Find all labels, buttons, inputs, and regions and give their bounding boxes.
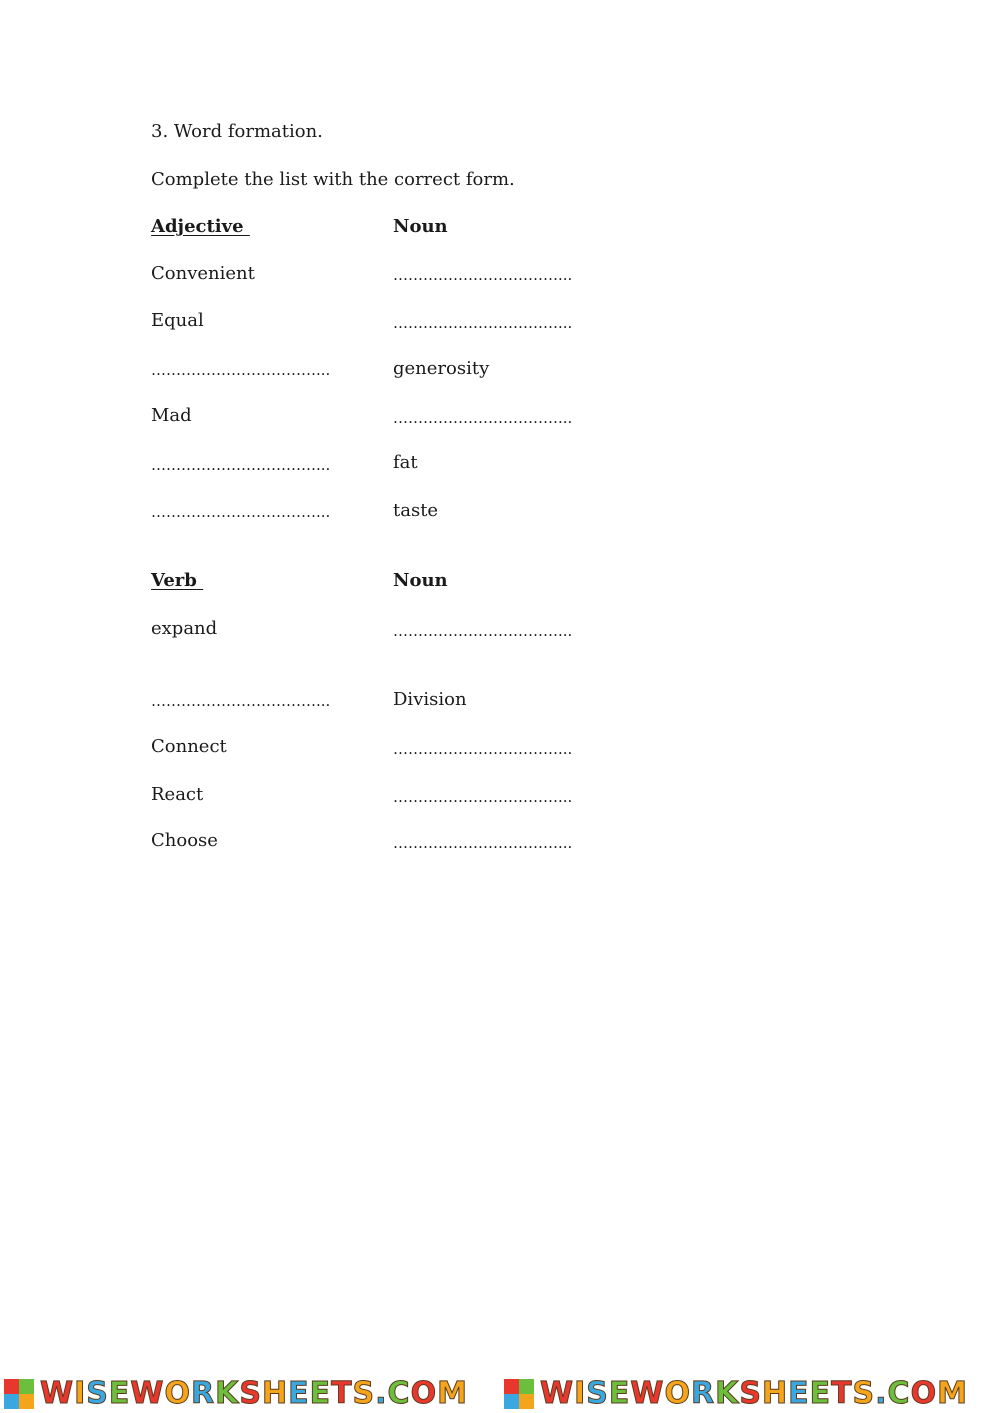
adjective-section-header <box>151 216 448 237</box>
header-adjective: Adjective <box>151 216 244 237</box>
watermark-2 <box>504 1374 968 1413</box>
watermark-text-1: WISEWORKSHEETS.COM <box>40 1376 468 1411</box>
adjective-row-2-left: Equal <box>151 310 204 331</box>
verb-section-header <box>151 570 448 591</box>
verb-row-1-left: expand <box>151 618 218 639</box>
adjective-row-6-right: taste <box>393 500 439 521</box>
header-noun-2: Noun <box>393 570 448 591</box>
adjective-row-5-right: fat <box>393 452 418 473</box>
exercise-instruction: Complete the list with the correct form. <box>151 169 515 190</box>
watermark-text-2: WISEWORKSHEETS.COM <box>540 1376 968 1411</box>
verb-row-2-right: Division <box>393 689 467 710</box>
watermark-footer <box>0 1374 1000 1413</box>
adjective-row-4-blank[interactable]: ……………………………... <box>393 409 573 427</box>
wiseworksheets-logo-icon <box>4 1379 34 1409</box>
adjective-row-1-blank[interactable]: ……………………………... <box>393 266 573 284</box>
header-noun: Noun <box>393 216 448 237</box>
verb-row-2-blank[interactable]: ……………………………... <box>151 692 331 710</box>
verb-row-1-blank[interactable]: ……………………………... <box>393 622 573 640</box>
adjective-row-2-blank[interactable]: ……………………………... <box>393 314 573 332</box>
adjective-row-1-left: Convenient <box>151 263 255 284</box>
wiseworksheets-logo-icon-2 <box>504 1379 534 1409</box>
verb-row-5-left: Choose <box>151 830 218 851</box>
header-verb: Verb <box>151 570 197 591</box>
exercise-title: 3. Word formation. <box>151 121 323 142</box>
adjective-row-4-left: Mad <box>151 405 192 426</box>
verb-row-4-blank[interactable]: ……………………………... <box>393 788 573 806</box>
verb-row-4-left: React <box>151 784 204 805</box>
verb-row-3-blank[interactable]: ……………………………... <box>393 740 573 758</box>
adjective-row-3-right: generosity <box>393 358 490 379</box>
adjective-row-6-blank[interactable]: ……………………………... <box>151 503 331 521</box>
verb-row-3-left: Connect <box>151 736 227 757</box>
adjective-row-3-blank[interactable]: ……………………………... <box>151 361 331 379</box>
verb-row-5-blank[interactable]: ……………………………... <box>393 834 573 852</box>
watermark-1 <box>4 1374 468 1413</box>
adjective-row-5-blank[interactable]: ……………………………... <box>151 456 331 474</box>
